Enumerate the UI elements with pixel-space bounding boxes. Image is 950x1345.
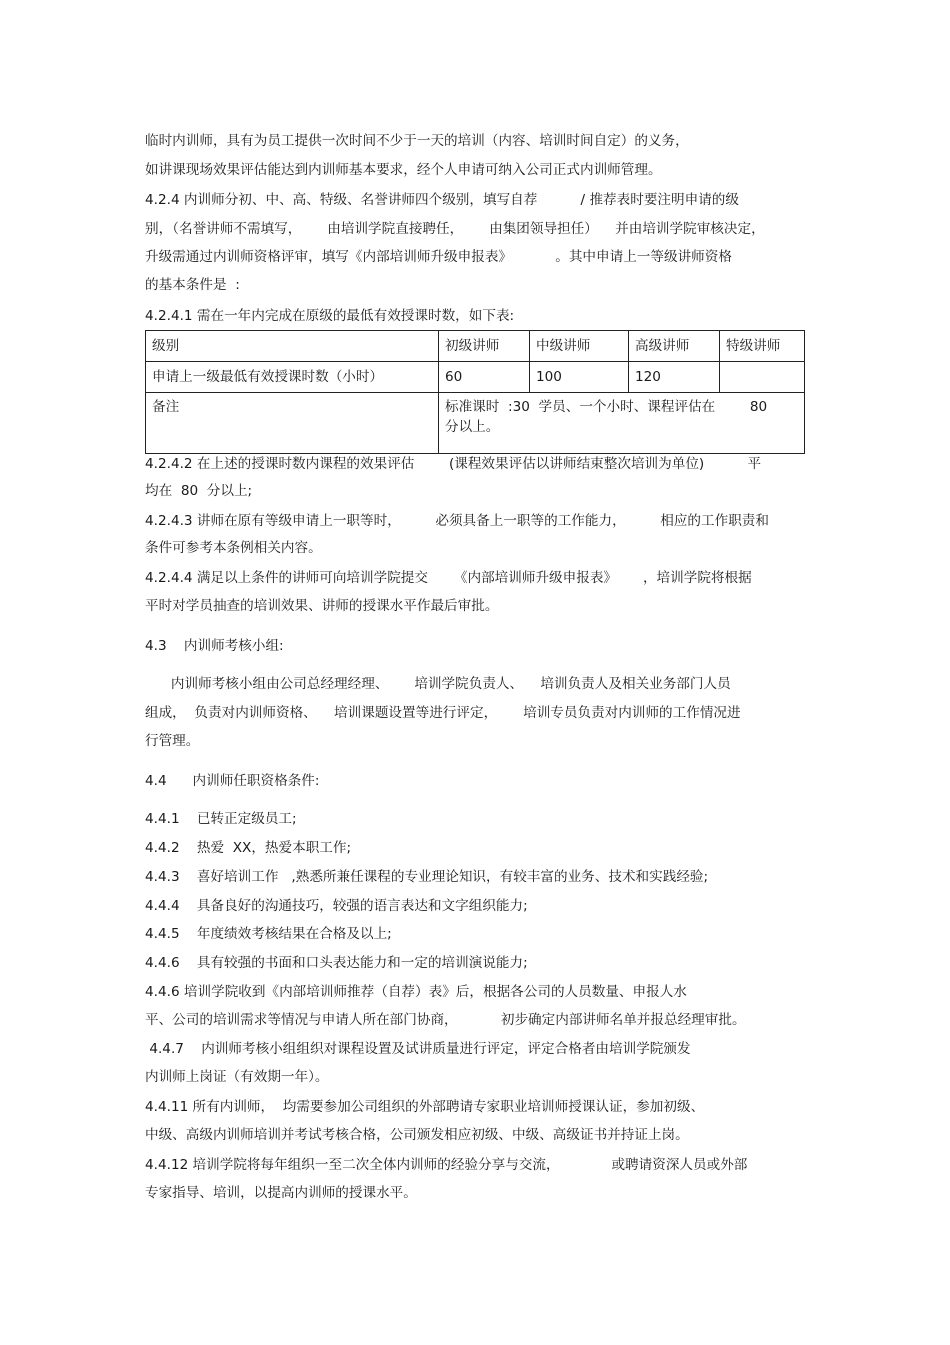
table-note-row <box>146 393 805 454</box>
section-heading-4-4: 4.4 内训师任职资格条件: <box>145 773 320 789</box>
paragraph-line: 平时对学员抽查的培训效果、讲师的授课水平作最后审批。 <box>145 598 499 614</box>
list-item: 4.4.6 具有较强的书面和口头表达能力和一定的培训演说能力; <box>145 955 528 971</box>
section-heading-4-3: 4.3 内训师考核小组: <box>145 638 284 654</box>
header-cell-intermediate: 中级讲师 <box>530 331 629 362</box>
list-item: 4.4.4 具备良好的沟通技巧，较强的语言表达和文字组织能力; <box>145 898 528 914</box>
paragraph-line: 内训师考核小组由公司总经理经理、 培训学院负责人、 培训负责人及相关业务部门人员 <box>145 676 731 692</box>
section-4-2-4-2-line: 4.2.4.2 在上述的授课时数内课程的效果评估 (课程效果评估以讲师结束整次培训为单位) 平 <box>145 456 762 472</box>
paragraph-line: 内训师上岗证（有效期一年）。 <box>145 1069 329 1085</box>
paragraph-line: 平、公司的培训需求等情况与申请人所在部门协商， 初步确定内部讲师名单并报总经理审批。 <box>145 1012 746 1028</box>
paragraph-line: 行管理。 <box>145 733 200 749</box>
list-item: 4.4.7 内训师考核小组组织对课程设置及试讲质量进行评定，评定合格者由培训学院颁发 <box>145 1041 691 1057</box>
section-4-2-4-1-line: 4.2.4.1 需在一年内完成在原级的最低有效授课时数，如下表: <box>145 308 515 324</box>
header-cell-junior: 初级讲师 <box>439 331 530 362</box>
value-cell-intermediate: 100 <box>530 362 629 393</box>
note-line: 分以上。 <box>445 419 500 435</box>
list-item: 4.4.3 喜好培训工作 ,熟悉所兼任课程的专业理论知识，有较丰富的业务、技术和实践经验; <box>145 869 709 885</box>
paragraph-line: 如讲课现场效果评估能达到内训师基本要求，经个人申请可纳入公司正式内训师管理。 <box>145 162 662 178</box>
header-cell-senior: 高级讲师 <box>629 331 720 362</box>
paragraph-line: 专家指导、培训，以提高内训师的授课水平。 <box>145 1185 417 1201</box>
list-item: 4.4.2 热爱 XX，热爱本职工作; <box>145 840 352 856</box>
section-4-2-4-line: 4.2.4 内训师分初、中、高、特级、名誉讲师四个级别，填写自荐 / 推荐表时要注明申请的级 <box>145 192 739 208</box>
header-cell-special: 特级讲师 <box>720 331 805 362</box>
list-item: 4.4.11 所有内训师， 均需要参加公司组织的外部聘请专家职业培训师授课认证，参加初级、 <box>145 1099 705 1115</box>
paragraph-line: 别，（名誉讲师不需填写， 由培训学院直接聘任， 由集团领导担任） 并由培训学院审核决定， <box>145 221 765 237</box>
list-item: 4.4.12 培训学院将每年组织一至二次全体内训师的经验分享与交流， 或聘请资深人员或外部 <box>145 1157 748 1173</box>
note-label-cell: 备注 <box>146 393 439 454</box>
paragraph-line: 条件可参考本条例相关内容。 <box>145 540 322 556</box>
paragraph-line: 组成， 负责对内训师资格、 培训课题设置等进行评定， 培训专员负责对内训师的工作情况进 <box>145 705 741 721</box>
paragraph-line: 均在 80 分以上; <box>145 483 253 499</box>
lecture-hours-table <box>145 330 805 454</box>
note-content-cell <box>439 393 805 454</box>
table-header-row <box>146 331 805 362</box>
section-4-2-4-3-line: 4.2.4.3 讲师在原有等级申请上一职等时， 必须具备上一职等的工作能力， 相应的工作职责和 <box>145 513 769 529</box>
list-item: 4.4.6 培训学院收到《内部培训师推荐（自荐）表》后，根据各公司的人员数量、申报人水 <box>145 984 687 1000</box>
table-row <box>146 362 805 393</box>
header-cell-level: 级别 <box>146 331 439 362</box>
value-cell-special <box>720 362 805 393</box>
list-item: 4.4.1 已转正定级员工; <box>145 811 297 827</box>
paragraph-line: 临时内训师，具有为员工提供一次时间不少于一天的培训（内容、培训时间自定）的义务， <box>145 133 689 149</box>
row-label-cell: 申请上一级最低有效授课时数（小时） <box>146 362 439 393</box>
paragraph-line: 的基本条件是 : <box>145 277 240 293</box>
section-4-2-4-4-line: 4.2.4.4 满足以上条件的讲师可向培训学院提交 《内部培训师升级申报表》 ，培训学院将根据 <box>145 570 752 586</box>
list-item: 4.4.5 年度绩效考核结果在合格及以上; <box>145 926 392 942</box>
paragraph-line: 中级、高级内训师培训并考试考核合格，公司颁发相应初级、中级、高级证书并持证上岗。 <box>145 1127 689 1143</box>
paragraph-line: 升级需通过内训师资格评审，填写《内部培训师升级申报表》 。其中申请上一等级讲师资格 <box>145 249 732 265</box>
value-cell-senior: 120 <box>629 362 720 393</box>
note-line: 标准课时 :30 学员、一个小时、课程评估在 80 <box>445 399 768 415</box>
value-cell-junior: 60 <box>439 362 530 393</box>
